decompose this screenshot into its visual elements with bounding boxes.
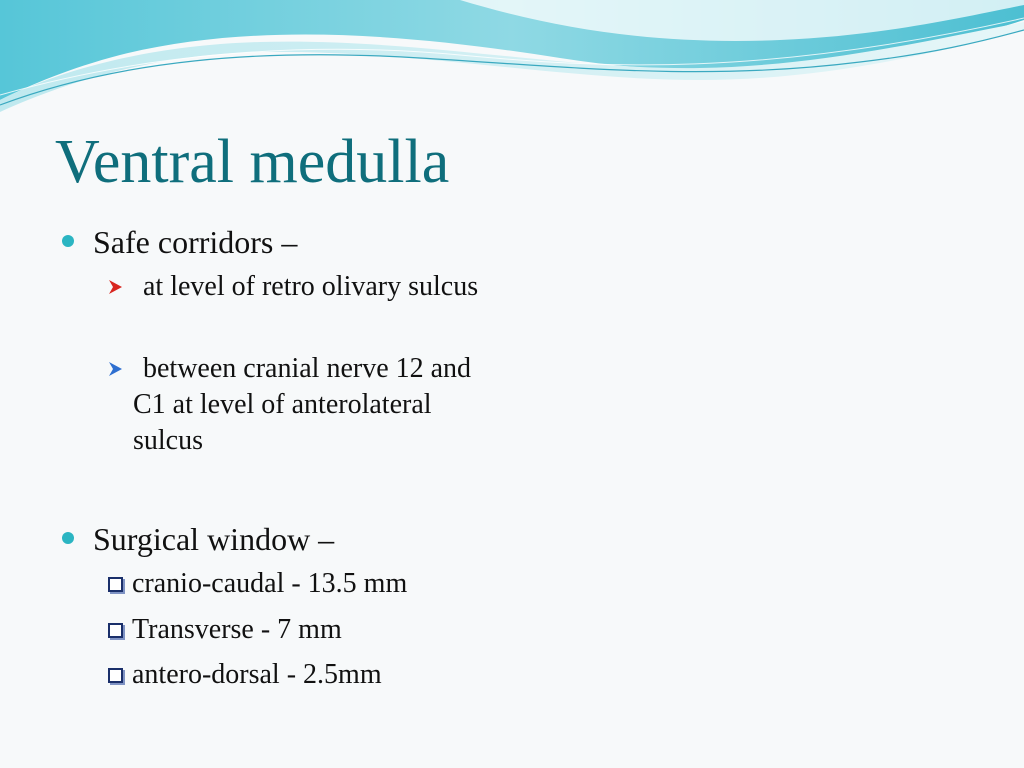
sub-bullet-text: at level of retro olivary sulcus [143,271,479,302]
arrow-bullet-icon [108,351,124,387]
bullet-dot-icon [62,532,74,544]
sub-bullet [108,269,508,305]
slide-title: Ventral medulla [55,128,450,196]
sub-bullet-text: cranio-caudal - 13.5 mm [132,568,408,599]
section-heading: Safe corridors – [93,224,298,260]
square-bullet-icon [108,577,123,592]
sub-bullet-text: between cranial nerve 12 and C1 at level of anterolateral sulcus [133,353,472,456]
square-bullet-icon [108,668,123,683]
sub-bullet-text: Transverse - 7 mm [132,614,342,645]
sub-bullet-text: antero-dorsal - 2.5mm [132,659,382,690]
square-bullet-icon [108,623,123,638]
bullet-dot-icon [62,235,74,247]
arrow-bullet-icon [108,269,124,305]
section-heading: Surgical window – [93,521,335,557]
sub-bullet [108,351,508,459]
